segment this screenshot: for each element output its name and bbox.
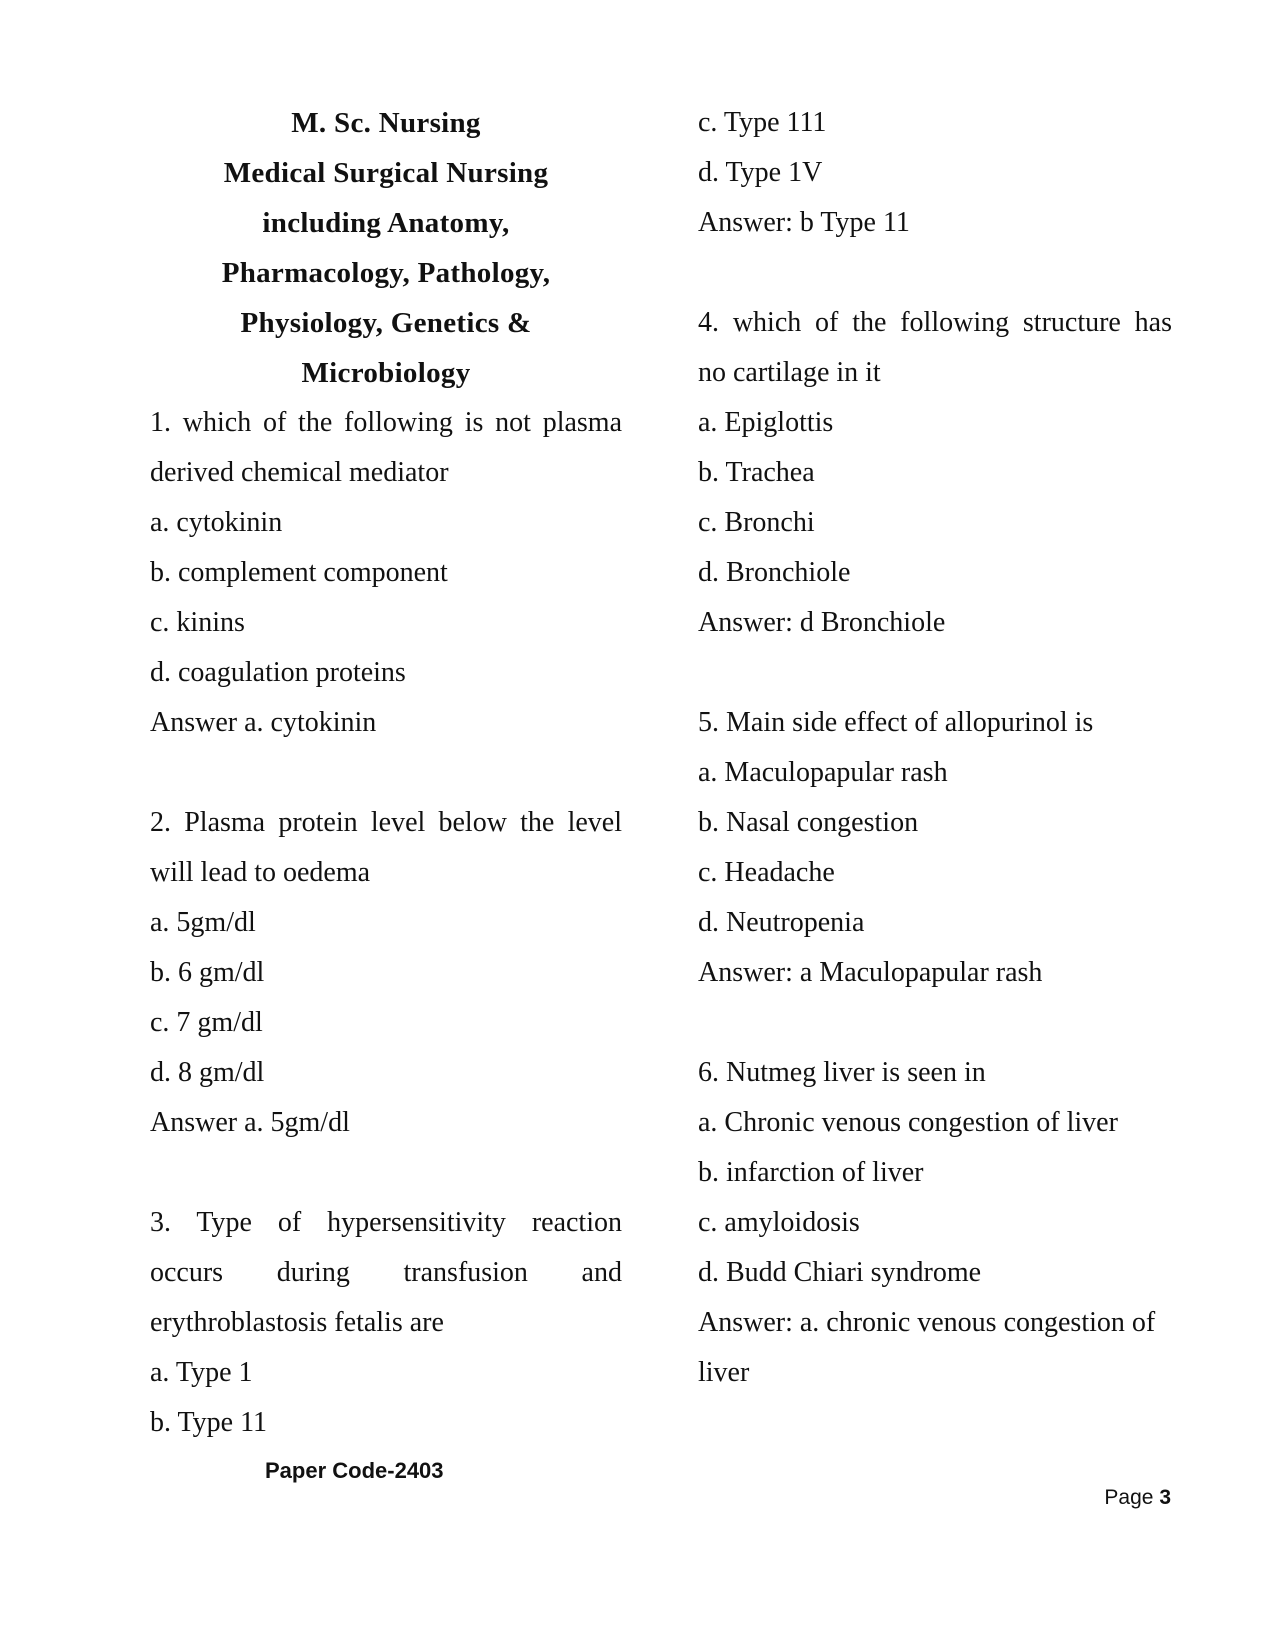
question-5-option-a: a. Maculopapular rash bbox=[698, 757, 948, 788]
question-5-option-c: c. Headache bbox=[698, 857, 835, 888]
question-6-option-d: d. Budd Chiari syndrome bbox=[698, 1257, 982, 1288]
question-2-option-d: d. 8 gm/dl bbox=[150, 1057, 265, 1088]
page-number: 3 bbox=[1159, 1486, 1171, 1509]
question-1-option-a: a. cytokinin bbox=[150, 507, 283, 538]
title-line: Microbiology bbox=[301, 357, 471, 389]
question-5-answer: Answer: a Maculopapular rash bbox=[698, 957, 1043, 988]
question-2-text: will lead to oedema bbox=[150, 857, 371, 888]
spacer bbox=[150, 748, 622, 798]
question-1-option-c: c. kinins bbox=[150, 607, 245, 638]
question-4-option-a: a. Epiglottis bbox=[698, 407, 834, 438]
question-4-option-c: c. Bronchi bbox=[698, 507, 815, 538]
question-2-text: 2. Plasma protein level below the level bbox=[150, 807, 622, 838]
question-3-answer: Answer: b Type 11 bbox=[698, 207, 910, 238]
question-2-option-a: a. 5gm/dl bbox=[150, 907, 256, 938]
page-label: Page bbox=[1104, 1486, 1160, 1509]
right-column bbox=[698, 98, 1172, 1398]
question-1-option-d: d. coagulation proteins bbox=[150, 657, 406, 688]
question-3-option-d: d. Type 1V bbox=[698, 157, 823, 188]
spacer bbox=[698, 998, 1172, 1048]
question-2-option-b: b. 6 gm/dl bbox=[150, 957, 265, 988]
question-3-text: erythroblastosis fetalis are bbox=[150, 1307, 444, 1338]
left-column bbox=[150, 98, 622, 1448]
page-number-footer bbox=[1104, 1486, 1171, 1510]
question-1-answer: Answer a. cytokinin bbox=[150, 707, 377, 738]
question-2-option-c: c. 7 gm/dl bbox=[150, 1007, 263, 1038]
spacer bbox=[698, 648, 1172, 698]
question-1-text: derived chemical mediator bbox=[150, 457, 449, 488]
spacer bbox=[150, 1148, 622, 1198]
question-5-text: 5. Main side effect of allopurinol is bbox=[698, 707, 1094, 738]
paper-code: Paper Code-2403 bbox=[265, 1458, 444, 1483]
title-line: Pharmacology, Pathology, bbox=[221, 257, 551, 289]
title-line: Physiology, Genetics & bbox=[240, 307, 532, 339]
question-3-option-c: c. Type 111 bbox=[698, 107, 827, 138]
question-6-option-c: c. amyloidosis bbox=[698, 1207, 860, 1238]
title-line: M. Sc. Nursing bbox=[291, 107, 481, 139]
title-line: Medical Surgical Nursing bbox=[223, 157, 549, 189]
question-4-option-d: d. Bronchiole bbox=[698, 557, 851, 588]
question-6-option-a: a. Chronic venous congestion of liver bbox=[698, 1107, 1118, 1138]
question-6-option-b: b. infarction of liver bbox=[698, 1157, 924, 1188]
question-3-option-a: a. Type 1 bbox=[150, 1357, 253, 1388]
question-4-text: 4. which of the following structure has bbox=[698, 307, 1172, 338]
question-4-option-b: b. Trachea bbox=[698, 457, 815, 488]
question-6-text: 6. Nutmeg liver is seen in bbox=[698, 1057, 986, 1088]
question-6-answer: Answer: a. chronic venous congestion of bbox=[698, 1307, 1156, 1338]
spacer bbox=[698, 248, 1172, 298]
question-5-option-b: b. Nasal congestion bbox=[698, 807, 919, 838]
question-1-option-b: b. complement component bbox=[150, 557, 448, 588]
question-2-answer: Answer a. 5gm/dl bbox=[150, 1107, 350, 1138]
question-4-answer: Answer: d Bronchiole bbox=[698, 607, 946, 638]
question-6-answer: liver bbox=[698, 1357, 750, 1388]
question-3-text: 3. Type of hypersensitivity reaction bbox=[150, 1207, 622, 1238]
question-3-option-b: b. Type 11 bbox=[150, 1407, 268, 1438]
title-line: including Anatomy, bbox=[262, 207, 510, 239]
question-3-text: occurs during transfusion and bbox=[150, 1257, 622, 1288]
question-1-text: 1. which of the following is not plasma bbox=[150, 407, 622, 438]
question-4-text: no cartilage in it bbox=[698, 357, 881, 388]
question-5-option-d: d. Neutropenia bbox=[698, 907, 865, 938]
